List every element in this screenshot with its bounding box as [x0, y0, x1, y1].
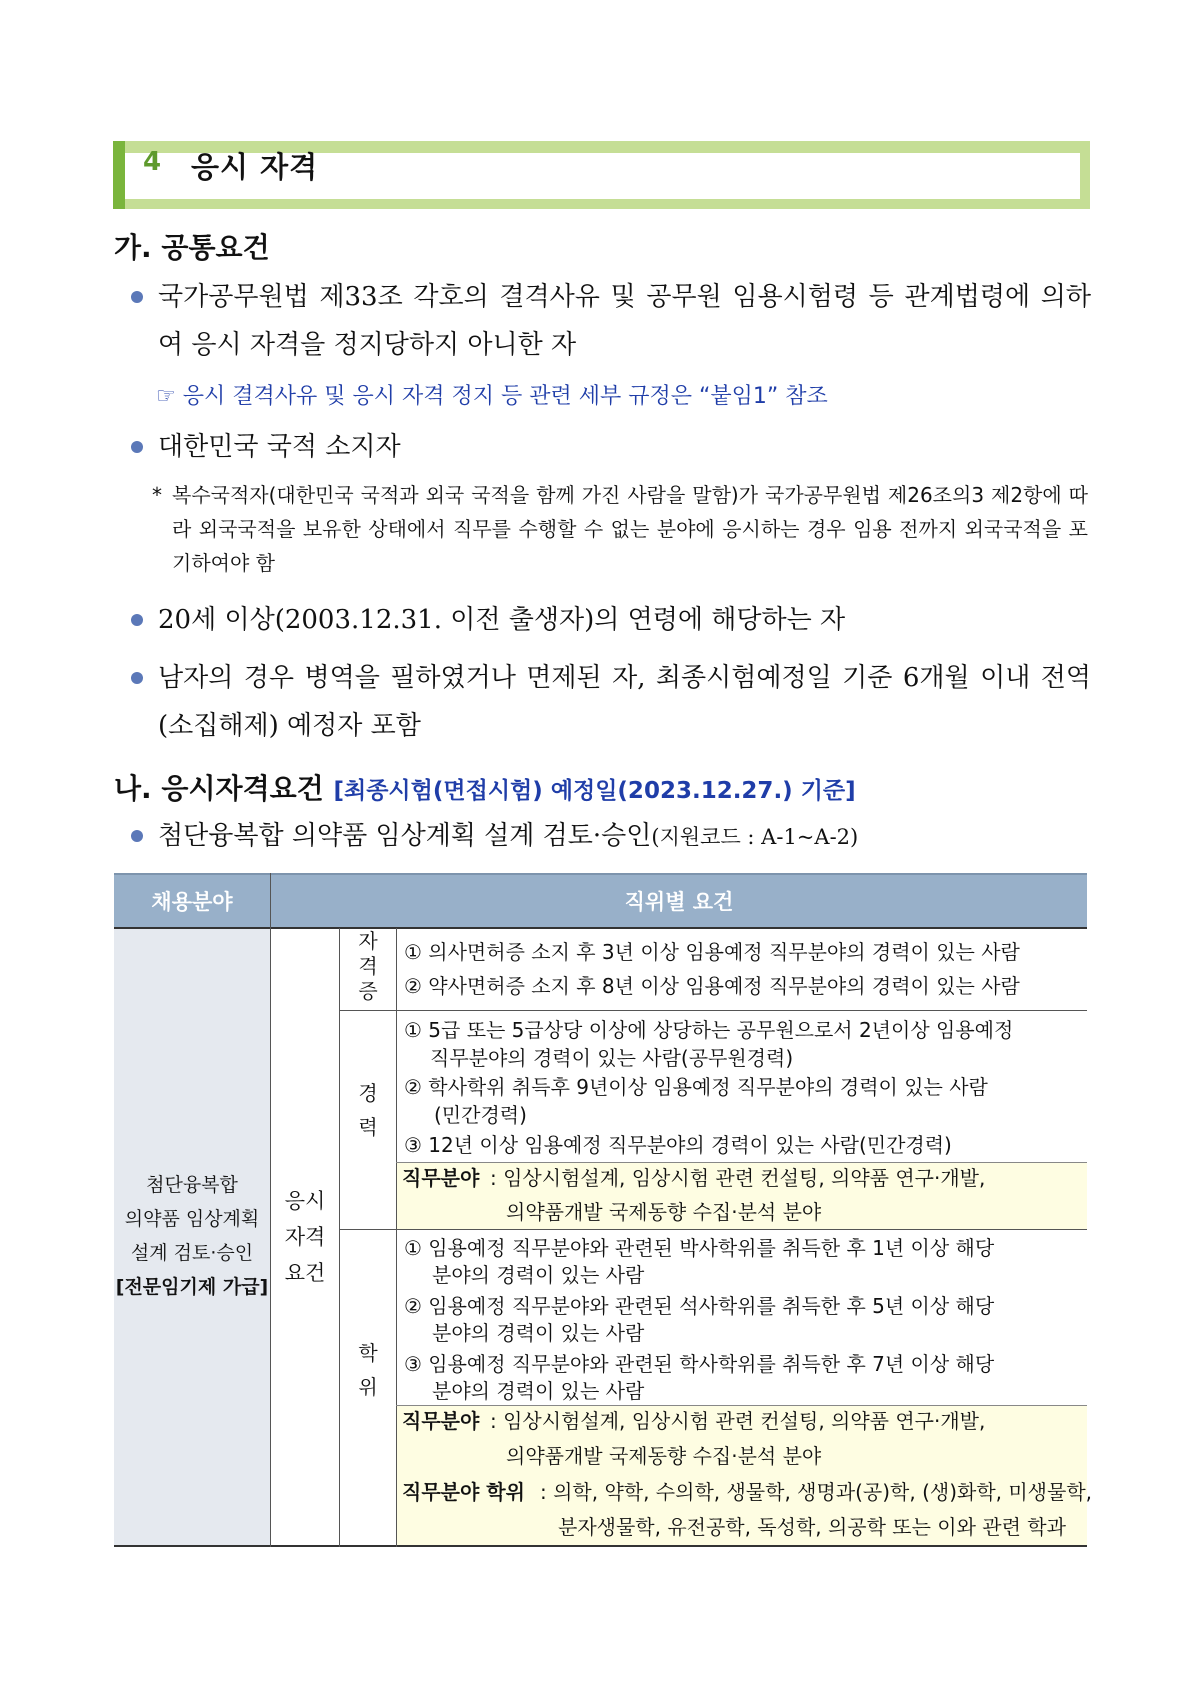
bullet-icon — [131, 291, 143, 303]
degree-row-3: ③ 임용예정 직무분야와 관련된 학사학위를 취득한 후 7년 이상 해당 — [404, 1352, 995, 1376]
header-field: 채용분야 — [114, 873, 270, 928]
career-label: 경 력 — [358, 1081, 378, 1139]
degree-field-1: : 임상시험설계, 임상시험 관련 컨설팅, 의약품 연구·개발, — [490, 1409, 986, 1433]
degree-field-2: 의약품개발 국제동향 수집·분석 분야 — [506, 1444, 822, 1468]
qualification-bullet: 첨단융복합 의약품 임상계획 설계 검토·승인(지원코드 : A-1~A-2) — [131, 812, 1091, 861]
career-row-1b: 직무분야의 경력이 있는 사람(공무원경력) — [430, 1046, 794, 1070]
section-header-box — [113, 141, 1090, 209]
bullet-icon — [131, 672, 143, 684]
common-bullet-1: 국가공무원법 제33조 각호의 결격사유 및 공무원 임용시험령 등 관계법령에 의하여 응시 자격을 정지당하지 아니한 자 — [131, 273, 1091, 369]
bullet-icon — [131, 441, 143, 453]
career-row-2b: (민간경력) — [434, 1103, 527, 1127]
degree-major-1: : 의학, 약학, 수의학, 생물학, 생명과(공)학, (생)화학, 미생물학, — [540, 1480, 1092, 1504]
degree-field-label: 직무분야 — [402, 1409, 480, 1433]
degree-major-2: 분자생물학, 유전공학, 독성학, 의공학 또는 이와 관련 학과 — [558, 1515, 1066, 1539]
bullet-icon — [131, 614, 143, 626]
career-field-label: 직무분야 — [402, 1166, 480, 1190]
degree-major-label: 직무분야 학위 — [402, 1480, 525, 1504]
career-row-3: ③ 12년 이상 임용예정 직무분야의 경력이 있는 사람(민간경력) — [404, 1133, 952, 1157]
bullet-icon — [131, 830, 143, 842]
career-row-1: ① 5급 또는 5급상당 이상에 상당하는 공무원으로서 2년이상 임용예정 — [404, 1018, 1014, 1042]
field-name: 첨단융복합 의약품 임상계획 설계 검토·승인 [전문임기제 가급] — [115, 1174, 269, 1298]
degree-label: 학 위 — [358, 1341, 378, 1399]
section-number: 4 — [143, 147, 162, 177]
license-row-2: ② 약사면허증 소지 후 8년 이상 임용예정 직무분야의 경력이 있는 사람 — [404, 974, 1020, 998]
nationality-note: * 복수국적자(대한민국 국적과 외국 국적을 함께 가진 사람을 말함)가 국가공무원법 제26조의3 제2항에 따라 외국국적을 보유한 상태에서 직무를 수행할 수 없는 분야에 응시하는 경우 임용 전까지 외국국적을 포기하여야 함 — [152, 483, 1088, 575]
degree-row-2b: 분야의 경력이 있는 사람 — [432, 1321, 645, 1345]
requirements-table — [114, 873, 1092, 1547]
career-field-2: 의약품개발 국제동향 수집·분석 분야 — [506, 1200, 822, 1224]
career-row-2: ② 학사학위 취득후 9년이상 임용예정 직무분야의 경력이 있는 사람 — [404, 1075, 988, 1099]
degree-row-2: ② 임용예정 직무분야와 관련된 석사학위를 취득한 후 5년 이상 해당 — [404, 1294, 995, 1318]
section-title: 응시 자격 — [191, 150, 319, 184]
career-field-1: : 임상시험설계, 임상시험 관련 컨설팅, 의약품 연구·개발, — [490, 1166, 986, 1190]
license-label: 자 격 증 — [358, 929, 378, 1003]
reference-note: ☞ 응시 결격사유 및 응시 자격 정지 등 관련 세부 규정은 “붙임1” 참조 — [156, 384, 828, 409]
degree-row-1b: 분야의 경력이 있는 사람 — [432, 1263, 645, 1287]
requirement-label: 응시 자격 요건 — [284, 1189, 326, 1285]
qualification-heading: 나. 응시자격요건 [최종시험(면접시험) 예정일(2023.12.27.) 기준] — [114, 772, 856, 805]
common-bullet-4: 남자의 경우 병역을 필하였거나 면제된 자, 최종시험예정일 기준 6개월 이내 전역(소집해제) 예정자 포함 — [131, 654, 1091, 750]
degree-row-3b: 분야의 경력이 있는 사람 — [432, 1379, 645, 1403]
common-bullet-2: 대한민국 국적 소지자 — [131, 423, 1091, 471]
license-row-1: ① 의사면허증 소지 후 3년 이상 임용예정 직무분야의 경력이 있는 사람 — [404, 940, 1020, 964]
qualification-heading-note: [최종시험(면접시험) 예정일(2023.12.27.) 기준] — [333, 778, 856, 804]
common-bullet-3: 20세 이상(2003.12.31. 이전 출생자)의 연령에 해당하는 자 — [131, 596, 1091, 644]
header-requirements: 직위별 요건 — [271, 873, 1087, 928]
degree-row-1: ① 임용예정 직무분야와 관련된 박사학위를 취득한 후 1년 이상 해당 — [404, 1236, 995, 1260]
common-heading: 가. 공통요건 — [114, 231, 270, 264]
